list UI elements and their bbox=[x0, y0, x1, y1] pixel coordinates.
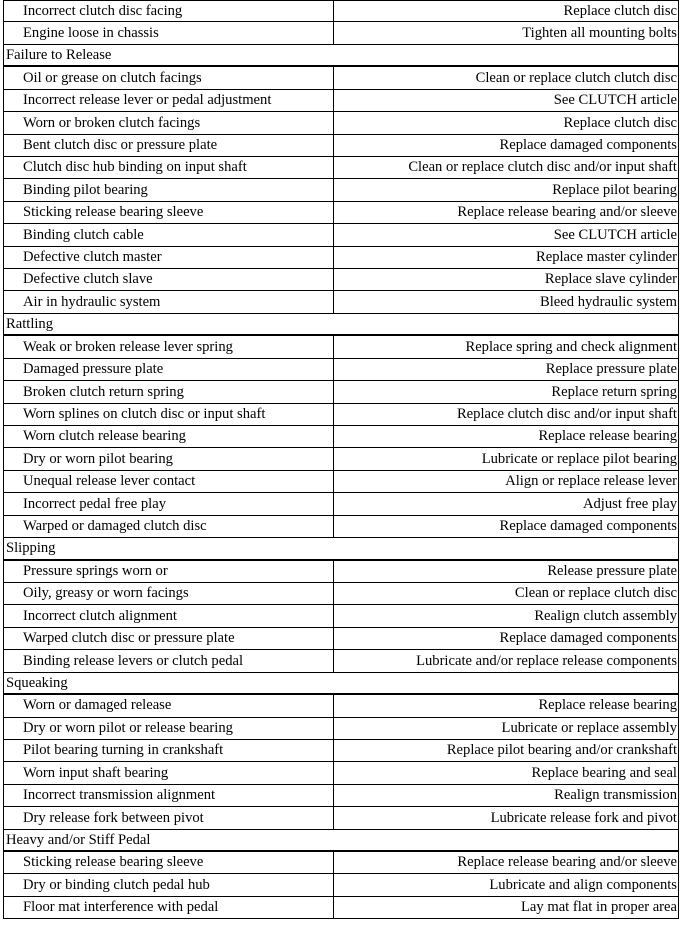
cause-cell: Defective clutch master bbox=[4, 247, 334, 268]
cause-cell: Pilot bearing turning in crankshaft bbox=[4, 740, 334, 761]
correction-cell: Replace release bearing and/or sleeve bbox=[457, 204, 677, 221]
cause-cell: Binding clutch cable bbox=[4, 224, 334, 245]
section-heading: Rattling bbox=[3, 314, 679, 336]
correction-cell: Lubricate and align components bbox=[489, 876, 677, 893]
table-row bbox=[3, 291, 679, 313]
table-row bbox=[3, 852, 679, 874]
cause-cell: Dry release fork between pivot bbox=[4, 807, 334, 828]
cause-cell: Engine loose in chassis bbox=[4, 22, 334, 43]
correction-cell: See CLUTCH article bbox=[553, 226, 677, 243]
table-row bbox=[3, 785, 679, 807]
section-heading: Heavy and/or Stiff Pedal bbox=[3, 830, 679, 852]
cause-cell: Incorrect clutch disc facing bbox=[4, 1, 334, 21]
correction-cell: Clean or replace clutch disc bbox=[514, 585, 677, 602]
correction-cell: Align or replace release lever bbox=[505, 473, 677, 490]
cause-cell: Worn clutch release bearing bbox=[4, 426, 334, 447]
correction-cell: Replace pilot bearing bbox=[552, 181, 677, 198]
correction-cell: Replace release bearing and/or sleeve bbox=[457, 854, 677, 871]
correction-cell: Replace return spring bbox=[551, 383, 677, 400]
correction-cell: Lubricate or replace pilot bearing bbox=[481, 450, 677, 467]
cause-cell: Binding release levers or clutch pedal bbox=[4, 650, 334, 671]
table-row bbox=[3, 247, 679, 269]
table-row bbox=[3, 359, 679, 381]
correction-cell: Clean or replace clutch disc and/or input shaft bbox=[408, 159, 677, 176]
correction-cell: Realign transmission bbox=[554, 787, 677, 804]
cause-cell: Dry or binding clutch pedal hub bbox=[4, 874, 334, 895]
correction-cell: Lubricate release fork and pivot bbox=[490, 809, 677, 826]
correction-cell: Replace clutch disc and/or input shaft bbox=[456, 406, 677, 422]
table-row bbox=[3, 561, 679, 583]
correction-cell: Bleed hydraulic system bbox=[540, 293, 677, 310]
table-row bbox=[3, 135, 679, 157]
cause-cell: Binding pilot bearing bbox=[4, 179, 334, 200]
section-heading: Failure to Release bbox=[3, 45, 679, 67]
cause-cell: Worn or broken clutch facings bbox=[4, 112, 334, 133]
correction-cell: Replace release bearing bbox=[538, 697, 677, 714]
correction-cell: Realign clutch assembly bbox=[534, 607, 677, 624]
correction-cell: Lubricate and/or replace release components bbox=[416, 652, 677, 669]
cause-cell: Pressure springs worn or bbox=[4, 561, 334, 582]
correction-cell: Adjust free play bbox=[582, 495, 677, 512]
table-row bbox=[3, 426, 679, 448]
table-row bbox=[3, 90, 679, 112]
cause-cell: Worn or damaged release bbox=[4, 695, 334, 716]
table-row bbox=[3, 493, 679, 515]
table-row bbox=[3, 874, 679, 896]
cause-cell: Incorrect release lever or pedal adjustment bbox=[4, 90, 334, 111]
cause-cell: Broken clutch return spring bbox=[4, 381, 334, 402]
table-row bbox=[3, 695, 679, 717]
cause-cell: Sticking release bearing sleeve bbox=[4, 202, 334, 223]
correction-cell: Lay mat flat in proper area bbox=[521, 899, 677, 916]
cause-cell: Worn input shaft bearing bbox=[4, 762, 334, 783]
cause-cell: Unequal release lever contact bbox=[4, 471, 334, 492]
correction-cell: Replace bearing and seal bbox=[531, 764, 677, 781]
table-row bbox=[3, 718, 679, 740]
correction-cell: Replace spring and check alignment bbox=[465, 338, 677, 355]
table-row bbox=[3, 762, 679, 784]
table-row bbox=[3, 67, 679, 89]
cause-cell: Warped clutch disc or pressure plate bbox=[4, 628, 334, 649]
table-row bbox=[3, 471, 679, 493]
correction-cell: Replace master cylinder bbox=[535, 249, 677, 266]
cause-cell: Damaged pressure plate bbox=[4, 359, 334, 380]
table-row bbox=[3, 269, 679, 291]
cause-cell: Dry or worn pilot or release bearing bbox=[4, 718, 334, 739]
table-row bbox=[3, 807, 679, 829]
correction-cell: Replace damaged components bbox=[499, 518, 677, 535]
table-row bbox=[3, 381, 679, 403]
cause-cell: Bent clutch disc or pressure plate bbox=[4, 135, 334, 156]
correction-cell: Tighten all mounting bolts bbox=[522, 24, 677, 41]
table-row bbox=[3, 583, 679, 605]
correction-cell: Lubricate or replace assembly bbox=[501, 719, 677, 736]
table-row bbox=[3, 0, 679, 22]
table-row bbox=[3, 650, 679, 672]
correction-cell: Replace damaged components bbox=[499, 630, 677, 647]
cause-cell: Worn splines on clutch disc or input shaft bbox=[4, 404, 334, 425]
table-row bbox=[3, 157, 679, 179]
table-row bbox=[3, 605, 679, 627]
correction-cell: Replace damaged components bbox=[499, 136, 677, 153]
table-row bbox=[3, 404, 679, 426]
correction-cell: Replace clutch disc bbox=[563, 2, 677, 19]
cause-cell: Weak or broken release lever spring bbox=[4, 336, 334, 357]
cause-cell: Incorrect pedal free play bbox=[4, 493, 334, 514]
cause-cell: Oil or grease on clutch facings bbox=[4, 67, 334, 88]
cause-cell: Incorrect clutch alignment bbox=[4, 605, 334, 626]
table-row bbox=[3, 202, 679, 224]
cause-cell: Incorrect transmission alignment bbox=[4, 785, 334, 806]
correction-cell: Replace clutch disc bbox=[563, 114, 677, 131]
table-row bbox=[3, 740, 679, 762]
table-row bbox=[3, 448, 679, 470]
correction-cell: Replace release bearing bbox=[538, 428, 677, 445]
correction-cell: Replace slave cylinder bbox=[544, 271, 677, 288]
section-heading: Slipping bbox=[3, 538, 679, 560]
section-heading: Squeaking bbox=[3, 673, 679, 695]
correction-cell: Clean or replace clutch clutch disc bbox=[475, 69, 677, 86]
table-row bbox=[3, 179, 679, 201]
table-row bbox=[3, 628, 679, 650]
table-row bbox=[3, 897, 679, 919]
cause-cell: Floor mat interference with pedal bbox=[4, 897, 334, 918]
correction-cell: Replace pilot bearing and/or crankshaft bbox=[446, 742, 677, 759]
table-row bbox=[3, 112, 679, 134]
cause-cell: Dry or worn pilot bearing bbox=[4, 448, 334, 469]
cause-cell: Clutch disc hub binding on input shaft bbox=[4, 157, 334, 178]
correction-cell: Replace pressure plate bbox=[545, 361, 677, 378]
table-row bbox=[3, 22, 679, 44]
cause-cell: Air in hydraulic system bbox=[4, 291, 334, 312]
cause-cell: Sticking release bearing sleeve bbox=[4, 852, 334, 873]
troubleshooting-table bbox=[3, 0, 679, 921]
table-row bbox=[3, 516, 679, 538]
cause-cell: Warped or damaged clutch disc bbox=[4, 516, 334, 537]
correction-cell: See CLUTCH article bbox=[553, 92, 677, 109]
table-row bbox=[3, 336, 679, 358]
cause-cell: Defective clutch slave bbox=[4, 269, 334, 290]
correction-cell: Release pressure plate bbox=[547, 562, 677, 579]
table-row bbox=[3, 224, 679, 246]
cause-cell: Oily, greasy or worn facings bbox=[4, 583, 334, 604]
